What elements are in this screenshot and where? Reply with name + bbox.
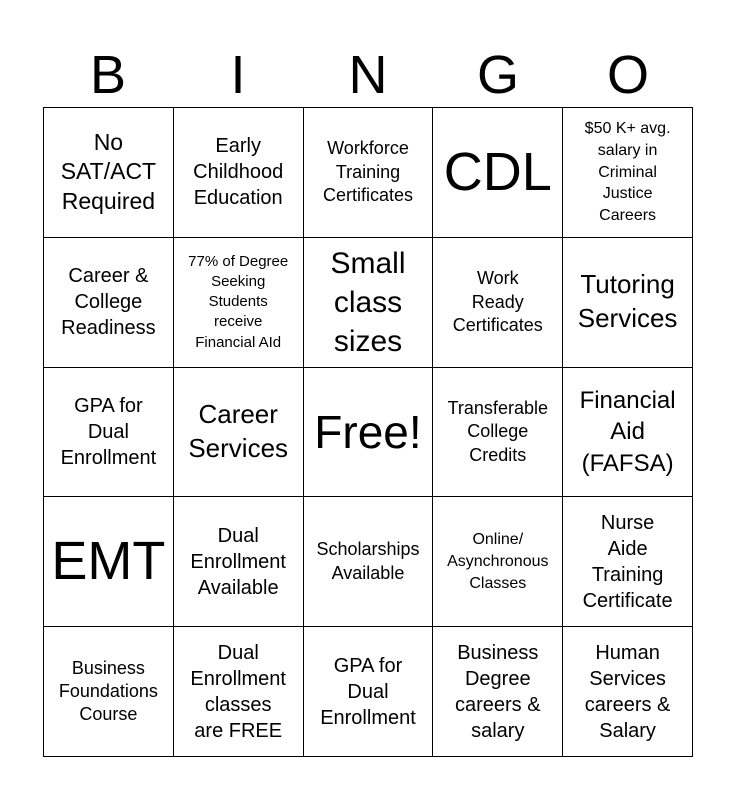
bingo-cell[interactable] [304, 238, 434, 368]
bingo-cell[interactable] [174, 627, 304, 757]
bingo-cell[interactable] [563, 368, 693, 498]
cell-text: Career & College Readiness [61, 265, 156, 340]
bingo-cell[interactable] [44, 627, 174, 757]
bingo-board [43, 107, 693, 757]
cell-text: Dual Enrollment classes are FREE [190, 641, 286, 742]
cell-text: No SAT/ACT Required [60, 128, 157, 215]
cell-text: Workforce Training Certificates [322, 138, 413, 206]
cell-text: $50 K+ avg. salary in Criminal Justice Careers [584, 120, 671, 224]
bingo-cell[interactable] [304, 627, 434, 757]
cell-text: Online/ Asynchronous Classes [447, 531, 549, 592]
cell-text: Career Services [188, 399, 289, 463]
bingo-cell[interactable] [433, 238, 563, 368]
cell-text: Nurse Aide Training Certificate [582, 511, 673, 612]
header-letter-i: I [230, 45, 246, 105]
cell-text: GPA for Dual Enrollment [60, 394, 157, 469]
cell-text: EMT [51, 531, 166, 592]
cell-text: Scholarships Available [316, 539, 420, 583]
bingo-cell[interactable] [174, 497, 304, 627]
bingo-cell[interactable] [44, 368, 174, 498]
cell-text: Tutoring Services [577, 269, 678, 334]
bingo-cell[interactable] [433, 108, 563, 238]
bingo-cell[interactable] [304, 108, 434, 238]
bingo-cell[interactable] [44, 497, 174, 627]
cell-text: Small class sizes [330, 246, 406, 358]
cell-text: GPA for Dual Enrollment [320, 654, 416, 729]
cell-text: Early Childhood Education [193, 135, 284, 210]
bingo-cell[interactable] [174, 368, 304, 498]
cell-text: Business Degree careers & salary [454, 641, 541, 742]
bingo-cell[interactable] [563, 497, 693, 627]
cell-text: Work Ready Certificates [452, 268, 543, 335]
cell-text: Financial Aid (FAFSA) [579, 387, 676, 477]
bingo-cell[interactable] [563, 238, 693, 368]
cell-text: Dual Enrollment Available [190, 524, 286, 599]
bingo-cell[interactable] [433, 497, 563, 627]
bingo-cell[interactable] [433, 627, 563, 757]
header-letter-n: N [348, 45, 388, 105]
header-letter-o: O [606, 45, 649, 105]
header-letter-g: G [476, 45, 519, 105]
bingo-cell[interactable] [563, 108, 693, 238]
bingo-cell[interactable] [174, 108, 304, 238]
cell-text: CDL [443, 141, 552, 202]
bingo-header [43, 40, 693, 106]
free-space-cell[interactable] [304, 368, 434, 498]
bingo-cell[interactable] [433, 368, 563, 498]
bingo-cell[interactable] [44, 108, 174, 238]
bingo-cell[interactable] [563, 627, 693, 757]
cell-text: 77% of Degree Seeking Students receive Financial AId [188, 252, 289, 351]
header-letter-b: B [89, 45, 127, 105]
cell-text: Business Foundations Course [58, 657, 158, 725]
bingo-cell[interactable] [304, 497, 434, 627]
bingo-cell[interactable] [174, 238, 304, 368]
bingo-cell[interactable] [44, 238, 174, 368]
cell-text: Human Services careers & Salary [584, 641, 671, 742]
free-space-text: Free! [314, 405, 422, 458]
cell-text: Transferable College Credits [447, 397, 548, 465]
